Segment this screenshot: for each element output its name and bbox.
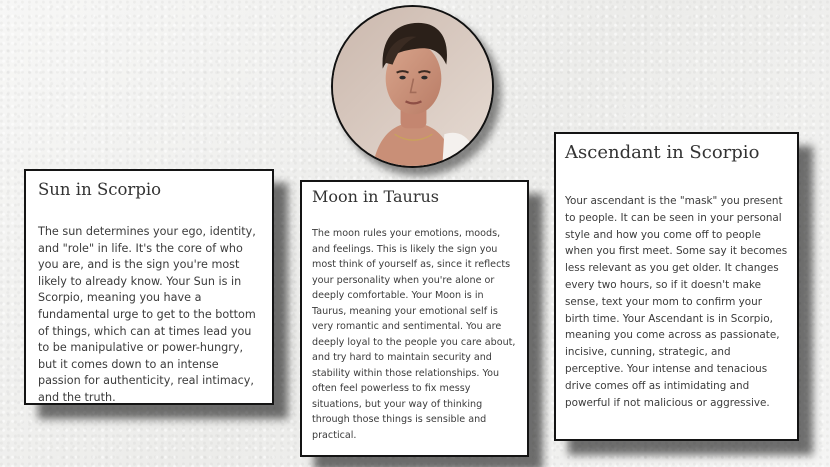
profile-photo: [331, 5, 494, 168]
ascendant-sign-card: [554, 132, 799, 441]
portrait-image: [333, 7, 492, 166]
ascendant-sign-title: Ascendant in Scorpio: [565, 142, 760, 163]
moon-sign-title: Moon in Taurus: [312, 187, 439, 206]
moon-sign-card: [300, 180, 529, 457]
ascendant-sign-description: Your ascendant is the "mask" you present to people. It can be seen in your personal style and how you come off to people when you first meet. Some say it becomes less relevant as you get older. It changes every two hours, so if it doesn't make sense, text your mom to confirm your birth time. Your Ascendant is in Scorpio, meaning you come across as passionate, incisive, cunning, strategic, and perceptive. Your intense and tenacious drive comes off as intimidating and powerful if not malicious or aggressive.: [565, 195, 788, 409]
moon-sign-description: The moon rules your emotions, moods, and feelings. This is likely the sign you most think of yourself as, since it reflects your personality when you're alone or deeply comfortable. Your Moon is in Taurus, meaning your emotional self is very romantic and sentimental. You are deeply loyal to the people you care about, and try hard to maintain security and stability within those relationships. You often feel powerless to fix messy situations, but your way of thinking through those things is sensible and practical.: [312, 228, 516, 441]
sun-sign-card: [24, 169, 274, 405]
sun-sign-description: The sun determines your ego, identity, and "role" in life. It's the core of who you are, and is the sign you're most likely to already know. Your Sun is in Scorpio, meaning you have a fundamental urge to get to the bottom of things, which can at times lead you to be manipulative or power-hungry, but it comes down to an intense passion for authenticity, real intimacy, and the truth.: [38, 225, 256, 404]
sun-sign-title: Sun in Scorpio: [38, 180, 162, 199]
